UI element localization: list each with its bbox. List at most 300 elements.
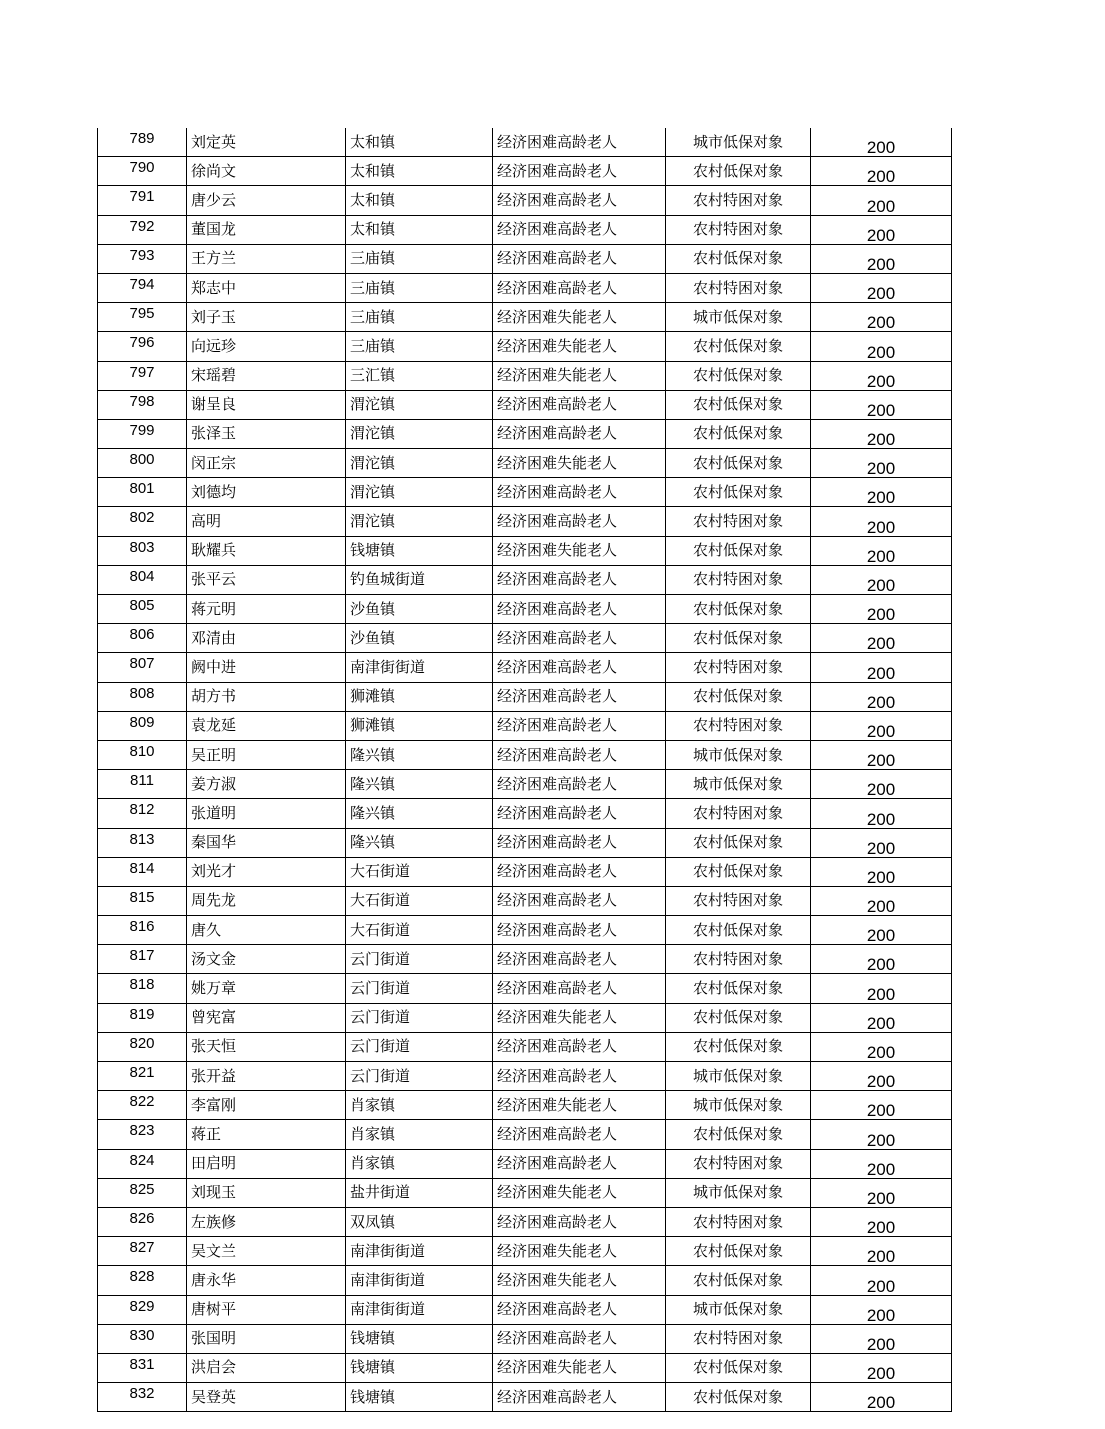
amount-cell: 200 xyxy=(811,886,952,915)
row-number-cell: 803 xyxy=(98,536,187,565)
table-row xyxy=(98,1149,952,1178)
table-row xyxy=(98,624,952,653)
town-cell: 盐井街道 xyxy=(346,1178,493,1207)
table-row xyxy=(98,945,952,974)
amount-cell: 200 xyxy=(811,390,952,419)
assistance-type-cell: 农村低保对象 xyxy=(666,449,811,478)
amount-cell: 200 xyxy=(811,244,952,273)
category-cell: 经济困难高龄老人 xyxy=(493,215,666,244)
row-number-cell: 816 xyxy=(98,916,187,945)
town-cell: 太和镇 xyxy=(346,157,493,186)
name-cell: 汤文金 xyxy=(187,945,346,974)
amount-cell: 200 xyxy=(811,682,952,711)
table-row xyxy=(98,157,952,186)
category-cell: 经济困难高龄老人 xyxy=(493,916,666,945)
town-cell: 大石街道 xyxy=(346,886,493,915)
table-body xyxy=(98,128,952,1412)
category-cell: 经济困难高龄老人 xyxy=(493,857,666,886)
assistance-type-cell: 农村低保对象 xyxy=(666,682,811,711)
category-cell: 经济困难高龄老人 xyxy=(493,886,666,915)
row-number-cell: 804 xyxy=(98,565,187,594)
town-cell: 钓鱼城街道 xyxy=(346,565,493,594)
amount-cell: 200 xyxy=(811,361,952,390)
town-cell: 隆兴镇 xyxy=(346,799,493,828)
name-cell: 吴登英 xyxy=(187,1383,346,1412)
name-cell: 蒋元明 xyxy=(187,595,346,624)
table-row xyxy=(98,1266,952,1295)
row-number-cell: 799 xyxy=(98,419,187,448)
name-cell: 刘德均 xyxy=(187,478,346,507)
table-row xyxy=(98,361,952,390)
row-number-cell: 812 xyxy=(98,799,187,828)
category-cell: 经济困难失能老人 xyxy=(493,303,666,332)
row-number-cell: 824 xyxy=(98,1149,187,1178)
assistance-type-cell: 农村特困对象 xyxy=(666,273,811,302)
category-cell: 经济困难高龄老人 xyxy=(493,799,666,828)
assistance-type-cell: 农村特困对象 xyxy=(666,1207,811,1236)
amount-cell: 200 xyxy=(811,916,952,945)
name-cell: 徐尚文 xyxy=(187,157,346,186)
table-row xyxy=(98,770,952,799)
table-row xyxy=(98,1295,952,1324)
category-cell: 经济困难高龄老人 xyxy=(493,1149,666,1178)
assistance-type-cell: 农村低保对象 xyxy=(666,419,811,448)
row-number-cell: 832 xyxy=(98,1383,187,1412)
amount-cell: 200 xyxy=(811,1062,952,1091)
table-row xyxy=(98,799,952,828)
row-number-cell: 793 xyxy=(98,244,187,273)
town-cell: 隆兴镇 xyxy=(346,770,493,799)
name-cell: 袁龙延 xyxy=(187,711,346,740)
assistance-type-cell: 农村特困对象 xyxy=(666,799,811,828)
assistance-type-cell: 农村低保对象 xyxy=(666,361,811,390)
name-cell: 吴文兰 xyxy=(187,1237,346,1266)
table-row xyxy=(98,273,952,302)
table-row xyxy=(98,244,952,273)
row-number-cell: 831 xyxy=(98,1353,187,1382)
amount-cell: 200 xyxy=(811,624,952,653)
table-row xyxy=(98,1032,952,1061)
name-cell: 洪启会 xyxy=(187,1353,346,1382)
name-cell: 周先龙 xyxy=(187,886,346,915)
name-cell: 姜方淑 xyxy=(187,770,346,799)
name-cell: 邓清由 xyxy=(187,624,346,653)
town-cell: 钱塘镇 xyxy=(346,1353,493,1382)
table-row xyxy=(98,1353,952,1382)
category-cell: 经济困难失能老人 xyxy=(493,449,666,478)
amount-cell: 200 xyxy=(811,1237,952,1266)
town-cell: 三庙镇 xyxy=(346,273,493,302)
table-row xyxy=(98,828,952,857)
category-cell: 经济困难失能老人 xyxy=(493,1091,666,1120)
town-cell: 南津街街道 xyxy=(346,1266,493,1295)
row-number-cell: 825 xyxy=(98,1178,187,1207)
amount-cell: 200 xyxy=(811,828,952,857)
amount-cell: 200 xyxy=(811,799,952,828)
row-number-cell: 810 xyxy=(98,740,187,769)
row-number-cell: 789 xyxy=(98,128,187,157)
assistance-type-cell: 农村特困对象 xyxy=(666,507,811,536)
category-cell: 经济困难高龄老人 xyxy=(493,974,666,1003)
town-cell: 渭沱镇 xyxy=(346,478,493,507)
name-cell: 张泽玉 xyxy=(187,419,346,448)
table-row xyxy=(98,857,952,886)
town-cell: 云门街道 xyxy=(346,1003,493,1032)
town-cell: 隆兴镇 xyxy=(346,740,493,769)
amount-cell: 200 xyxy=(811,186,952,215)
name-cell: 姚万章 xyxy=(187,974,346,1003)
name-cell: 胡方书 xyxy=(187,682,346,711)
table-row xyxy=(98,1120,952,1149)
row-number-cell: 790 xyxy=(98,157,187,186)
row-number-cell: 805 xyxy=(98,595,187,624)
amount-cell: 200 xyxy=(811,595,952,624)
amount-cell: 200 xyxy=(811,1324,952,1353)
amount-cell: 200 xyxy=(811,1353,952,1382)
name-cell: 唐少云 xyxy=(187,186,346,215)
town-cell: 三汇镇 xyxy=(346,361,493,390)
town-cell: 太和镇 xyxy=(346,215,493,244)
assistance-type-cell: 农村低保对象 xyxy=(666,1353,811,1382)
category-cell: 经济困难高龄老人 xyxy=(493,1120,666,1149)
table-row xyxy=(98,886,952,915)
amount-cell: 200 xyxy=(811,1178,952,1207)
table-row xyxy=(98,128,952,157)
name-cell: 郑志中 xyxy=(187,273,346,302)
row-number-cell: 818 xyxy=(98,974,187,1003)
name-cell: 耿耀兵 xyxy=(187,536,346,565)
category-cell: 经济困难高龄老人 xyxy=(493,1207,666,1236)
town-cell: 肖家镇 xyxy=(346,1091,493,1120)
table-row xyxy=(98,507,952,536)
table-row xyxy=(98,595,952,624)
town-cell: 云门街道 xyxy=(346,974,493,1003)
amount-cell: 200 xyxy=(811,157,952,186)
town-cell: 狮滩镇 xyxy=(346,711,493,740)
town-cell: 大石街道 xyxy=(346,857,493,886)
row-number-cell: 829 xyxy=(98,1295,187,1324)
name-cell: 张道明 xyxy=(187,799,346,828)
amount-cell: 200 xyxy=(811,1091,952,1120)
table-row xyxy=(98,390,952,419)
assistance-type-cell: 农村特困对象 xyxy=(666,1149,811,1178)
assistance-type-cell: 农村特困对象 xyxy=(666,565,811,594)
name-cell: 闵正宗 xyxy=(187,449,346,478)
category-cell: 经济困难高龄老人 xyxy=(493,244,666,273)
assistance-type-cell: 城市低保对象 xyxy=(666,1062,811,1091)
town-cell: 太和镇 xyxy=(346,186,493,215)
row-number-cell: 794 xyxy=(98,273,187,302)
row-number-cell: 826 xyxy=(98,1207,187,1236)
name-cell: 宋瑶碧 xyxy=(187,361,346,390)
category-cell: 经济困难失能老人 xyxy=(493,1353,666,1382)
row-number-cell: 811 xyxy=(98,770,187,799)
row-number-cell: 823 xyxy=(98,1120,187,1149)
assistance-type-cell: 农村低保对象 xyxy=(666,536,811,565)
assistance-type-cell: 城市低保对象 xyxy=(666,1295,811,1324)
amount-cell: 200 xyxy=(811,653,952,682)
assistance-type-cell: 农村低保对象 xyxy=(666,828,811,857)
amount-cell: 200 xyxy=(811,1383,952,1412)
table-row xyxy=(98,303,952,332)
row-number-cell: 813 xyxy=(98,828,187,857)
category-cell: 经济困难失能老人 xyxy=(493,1178,666,1207)
assistance-type-cell: 农村特困对象 xyxy=(666,945,811,974)
assistance-type-cell: 农村低保对象 xyxy=(666,332,811,361)
town-cell: 沙鱼镇 xyxy=(346,624,493,653)
row-number-cell: 792 xyxy=(98,215,187,244)
amount-cell: 200 xyxy=(811,565,952,594)
assistance-type-cell: 农村低保对象 xyxy=(666,595,811,624)
amount-cell: 200 xyxy=(811,273,952,302)
row-number-cell: 827 xyxy=(98,1237,187,1266)
amount-cell: 200 xyxy=(811,711,952,740)
table-row xyxy=(98,1207,952,1236)
category-cell: 经济困难高龄老人 xyxy=(493,478,666,507)
assistance-type-cell: 农村低保对象 xyxy=(666,974,811,1003)
town-cell: 渭沱镇 xyxy=(346,507,493,536)
category-cell: 经济困难高龄老人 xyxy=(493,711,666,740)
town-cell: 云门街道 xyxy=(346,1062,493,1091)
name-cell: 田启明 xyxy=(187,1149,346,1178)
row-number-cell: 828 xyxy=(98,1266,187,1295)
name-cell: 刘光才 xyxy=(187,857,346,886)
assistance-type-cell: 农村特困对象 xyxy=(666,711,811,740)
name-cell: 刘现玉 xyxy=(187,1178,346,1207)
name-cell: 吴正明 xyxy=(187,740,346,769)
assistance-type-cell: 农村低保对象 xyxy=(666,1383,811,1412)
name-cell: 张国明 xyxy=(187,1324,346,1353)
row-number-cell: 809 xyxy=(98,711,187,740)
name-cell: 曾宪富 xyxy=(187,1003,346,1032)
row-number-cell: 796 xyxy=(98,332,187,361)
assistance-type-cell: 城市低保对象 xyxy=(666,770,811,799)
category-cell: 经济困难高龄老人 xyxy=(493,507,666,536)
town-cell: 钱塘镇 xyxy=(346,1324,493,1353)
amount-cell: 200 xyxy=(811,857,952,886)
name-cell: 刘子玉 xyxy=(187,303,346,332)
table-row xyxy=(98,1003,952,1032)
name-cell: 谢呈良 xyxy=(187,390,346,419)
assistance-type-cell: 农村低保对象 xyxy=(666,1237,811,1266)
assistance-type-cell: 城市低保对象 xyxy=(666,740,811,769)
category-cell: 经济困难高龄老人 xyxy=(493,653,666,682)
name-cell: 蒋正 xyxy=(187,1120,346,1149)
table-row xyxy=(98,1178,952,1207)
table-row xyxy=(98,186,952,215)
row-number-cell: 798 xyxy=(98,390,187,419)
name-cell: 张开益 xyxy=(187,1062,346,1091)
assistance-type-cell: 农村特困对象 xyxy=(666,1324,811,1353)
assistance-type-cell: 城市低保对象 xyxy=(666,303,811,332)
amount-cell: 200 xyxy=(811,1295,952,1324)
row-number-cell: 800 xyxy=(98,449,187,478)
town-cell: 狮滩镇 xyxy=(346,682,493,711)
assistance-type-cell: 农村低保对象 xyxy=(666,390,811,419)
category-cell: 经济困难高龄老人 xyxy=(493,945,666,974)
amount-cell: 200 xyxy=(811,1266,952,1295)
town-cell: 南津街街道 xyxy=(346,653,493,682)
assistance-type-cell: 城市低保对象 xyxy=(666,1091,811,1120)
assistance-type-cell: 农村低保对象 xyxy=(666,157,811,186)
assistance-type-cell: 农村低保对象 xyxy=(666,916,811,945)
subsidy-table xyxy=(97,128,952,1412)
town-cell: 云门街道 xyxy=(346,945,493,974)
category-cell: 经济困难高龄老人 xyxy=(493,157,666,186)
assistance-type-cell: 农村低保对象 xyxy=(666,624,811,653)
table-row xyxy=(98,740,952,769)
category-cell: 经济困难失能老人 xyxy=(493,332,666,361)
name-cell: 王方兰 xyxy=(187,244,346,273)
row-number-cell: 817 xyxy=(98,945,187,974)
town-cell: 渭沱镇 xyxy=(346,390,493,419)
category-cell: 经济困难高龄老人 xyxy=(493,273,666,302)
row-number-cell: 830 xyxy=(98,1324,187,1353)
town-cell: 三庙镇 xyxy=(346,332,493,361)
amount-cell: 200 xyxy=(811,215,952,244)
name-cell: 张天恒 xyxy=(187,1032,346,1061)
amount-cell: 200 xyxy=(811,1207,952,1236)
row-number-cell: 806 xyxy=(98,624,187,653)
amount-cell: 200 xyxy=(811,974,952,1003)
assistance-type-cell: 农村特困对象 xyxy=(666,653,811,682)
row-number-cell: 820 xyxy=(98,1032,187,1061)
amount-cell: 200 xyxy=(811,332,952,361)
town-cell: 三庙镇 xyxy=(346,303,493,332)
table-row xyxy=(98,682,952,711)
amount-cell: 200 xyxy=(811,740,952,769)
amount-cell: 200 xyxy=(811,507,952,536)
category-cell: 经济困难高龄老人 xyxy=(493,740,666,769)
town-cell: 钱塘镇 xyxy=(346,1383,493,1412)
amount-cell: 200 xyxy=(811,449,952,478)
assistance-type-cell: 农村低保对象 xyxy=(666,478,811,507)
category-cell: 经济困难高龄老人 xyxy=(493,186,666,215)
table-row xyxy=(98,711,952,740)
assistance-type-cell: 农村特困对象 xyxy=(666,186,811,215)
table-row xyxy=(98,974,952,1003)
table-row xyxy=(98,653,952,682)
amount-cell: 200 xyxy=(811,945,952,974)
town-cell: 南津街街道 xyxy=(346,1237,493,1266)
name-cell: 向远珍 xyxy=(187,332,346,361)
category-cell: 经济困难高龄老人 xyxy=(493,682,666,711)
row-number-cell: 791 xyxy=(98,186,187,215)
row-number-cell: 815 xyxy=(98,886,187,915)
name-cell: 董国龙 xyxy=(187,215,346,244)
category-cell: 经济困难高龄老人 xyxy=(493,828,666,857)
category-cell: 经济困难失能老人 xyxy=(493,1237,666,1266)
table-row xyxy=(98,449,952,478)
table-row xyxy=(98,536,952,565)
category-cell: 经济困难高龄老人 xyxy=(493,624,666,653)
category-cell: 经济困难失能老人 xyxy=(493,1266,666,1295)
town-cell: 肖家镇 xyxy=(346,1120,493,1149)
row-number-cell: 797 xyxy=(98,361,187,390)
amount-cell: 200 xyxy=(811,478,952,507)
amount-cell: 200 xyxy=(811,303,952,332)
assistance-type-cell: 农村低保对象 xyxy=(666,1266,811,1295)
town-cell: 隆兴镇 xyxy=(346,828,493,857)
name-cell: 阙中进 xyxy=(187,653,346,682)
row-number-cell: 814 xyxy=(98,857,187,886)
table-row xyxy=(98,419,952,448)
table-row xyxy=(98,215,952,244)
name-cell: 秦国华 xyxy=(187,828,346,857)
row-number-cell: 808 xyxy=(98,682,187,711)
category-cell: 经济困难高龄老人 xyxy=(493,1324,666,1353)
table-row xyxy=(98,478,952,507)
table-row xyxy=(98,1062,952,1091)
category-cell: 经济困难高龄老人 xyxy=(493,128,666,157)
amount-cell: 200 xyxy=(811,419,952,448)
name-cell: 张平云 xyxy=(187,565,346,594)
town-cell: 南津街街道 xyxy=(346,1295,493,1324)
name-cell: 唐永华 xyxy=(187,1266,346,1295)
category-cell: 经济困难高龄老人 xyxy=(493,770,666,799)
table-row xyxy=(98,1091,952,1120)
table-row xyxy=(98,332,952,361)
row-number-cell: 821 xyxy=(98,1062,187,1091)
category-cell: 经济困难高龄老人 xyxy=(493,390,666,419)
name-cell: 高明 xyxy=(187,507,346,536)
assistance-type-cell: 农村低保对象 xyxy=(666,244,811,273)
row-number-cell: 819 xyxy=(98,1003,187,1032)
amount-cell: 200 xyxy=(811,1149,952,1178)
table-row xyxy=(98,1324,952,1353)
category-cell: 经济困难失能老人 xyxy=(493,361,666,390)
table-row xyxy=(98,1383,952,1412)
assistance-type-cell: 农村低保对象 xyxy=(666,1120,811,1149)
table-row xyxy=(98,565,952,594)
name-cell: 左族修 xyxy=(187,1207,346,1236)
name-cell: 刘定英 xyxy=(187,128,346,157)
table-row xyxy=(98,916,952,945)
table-row xyxy=(98,1237,952,1266)
amount-cell: 200 xyxy=(811,770,952,799)
row-number-cell: 801 xyxy=(98,478,187,507)
category-cell: 经济困难高龄老人 xyxy=(493,1383,666,1412)
assistance-type-cell: 城市低保对象 xyxy=(666,1178,811,1207)
category-cell: 经济困难高龄老人 xyxy=(493,595,666,624)
assistance-type-cell: 农村特困对象 xyxy=(666,886,811,915)
town-cell: 肖家镇 xyxy=(346,1149,493,1178)
town-cell: 渭沱镇 xyxy=(346,449,493,478)
amount-cell: 200 xyxy=(811,128,952,157)
town-cell: 双凤镇 xyxy=(346,1207,493,1236)
row-number-cell: 795 xyxy=(98,303,187,332)
name-cell: 唐久 xyxy=(187,916,346,945)
town-cell: 沙鱼镇 xyxy=(346,595,493,624)
amount-cell: 200 xyxy=(811,536,952,565)
row-number-cell: 822 xyxy=(98,1091,187,1120)
town-cell: 三庙镇 xyxy=(346,244,493,273)
amount-cell: 200 xyxy=(811,1032,952,1061)
assistance-type-cell: 农村低保对象 xyxy=(666,1003,811,1032)
category-cell: 经济困难高龄老人 xyxy=(493,1032,666,1061)
amount-cell: 200 xyxy=(811,1120,952,1149)
assistance-type-cell: 农村特困对象 xyxy=(666,215,811,244)
town-cell: 钱塘镇 xyxy=(346,536,493,565)
name-cell: 李富刚 xyxy=(187,1091,346,1120)
category-cell: 经济困难失能老人 xyxy=(493,1003,666,1032)
town-cell: 云门街道 xyxy=(346,1032,493,1061)
row-number-cell: 807 xyxy=(98,653,187,682)
name-cell: 唐树平 xyxy=(187,1295,346,1324)
row-number-cell: 802 xyxy=(98,507,187,536)
assistance-type-cell: 城市低保对象 xyxy=(666,128,811,157)
town-cell: 太和镇 xyxy=(346,128,493,157)
